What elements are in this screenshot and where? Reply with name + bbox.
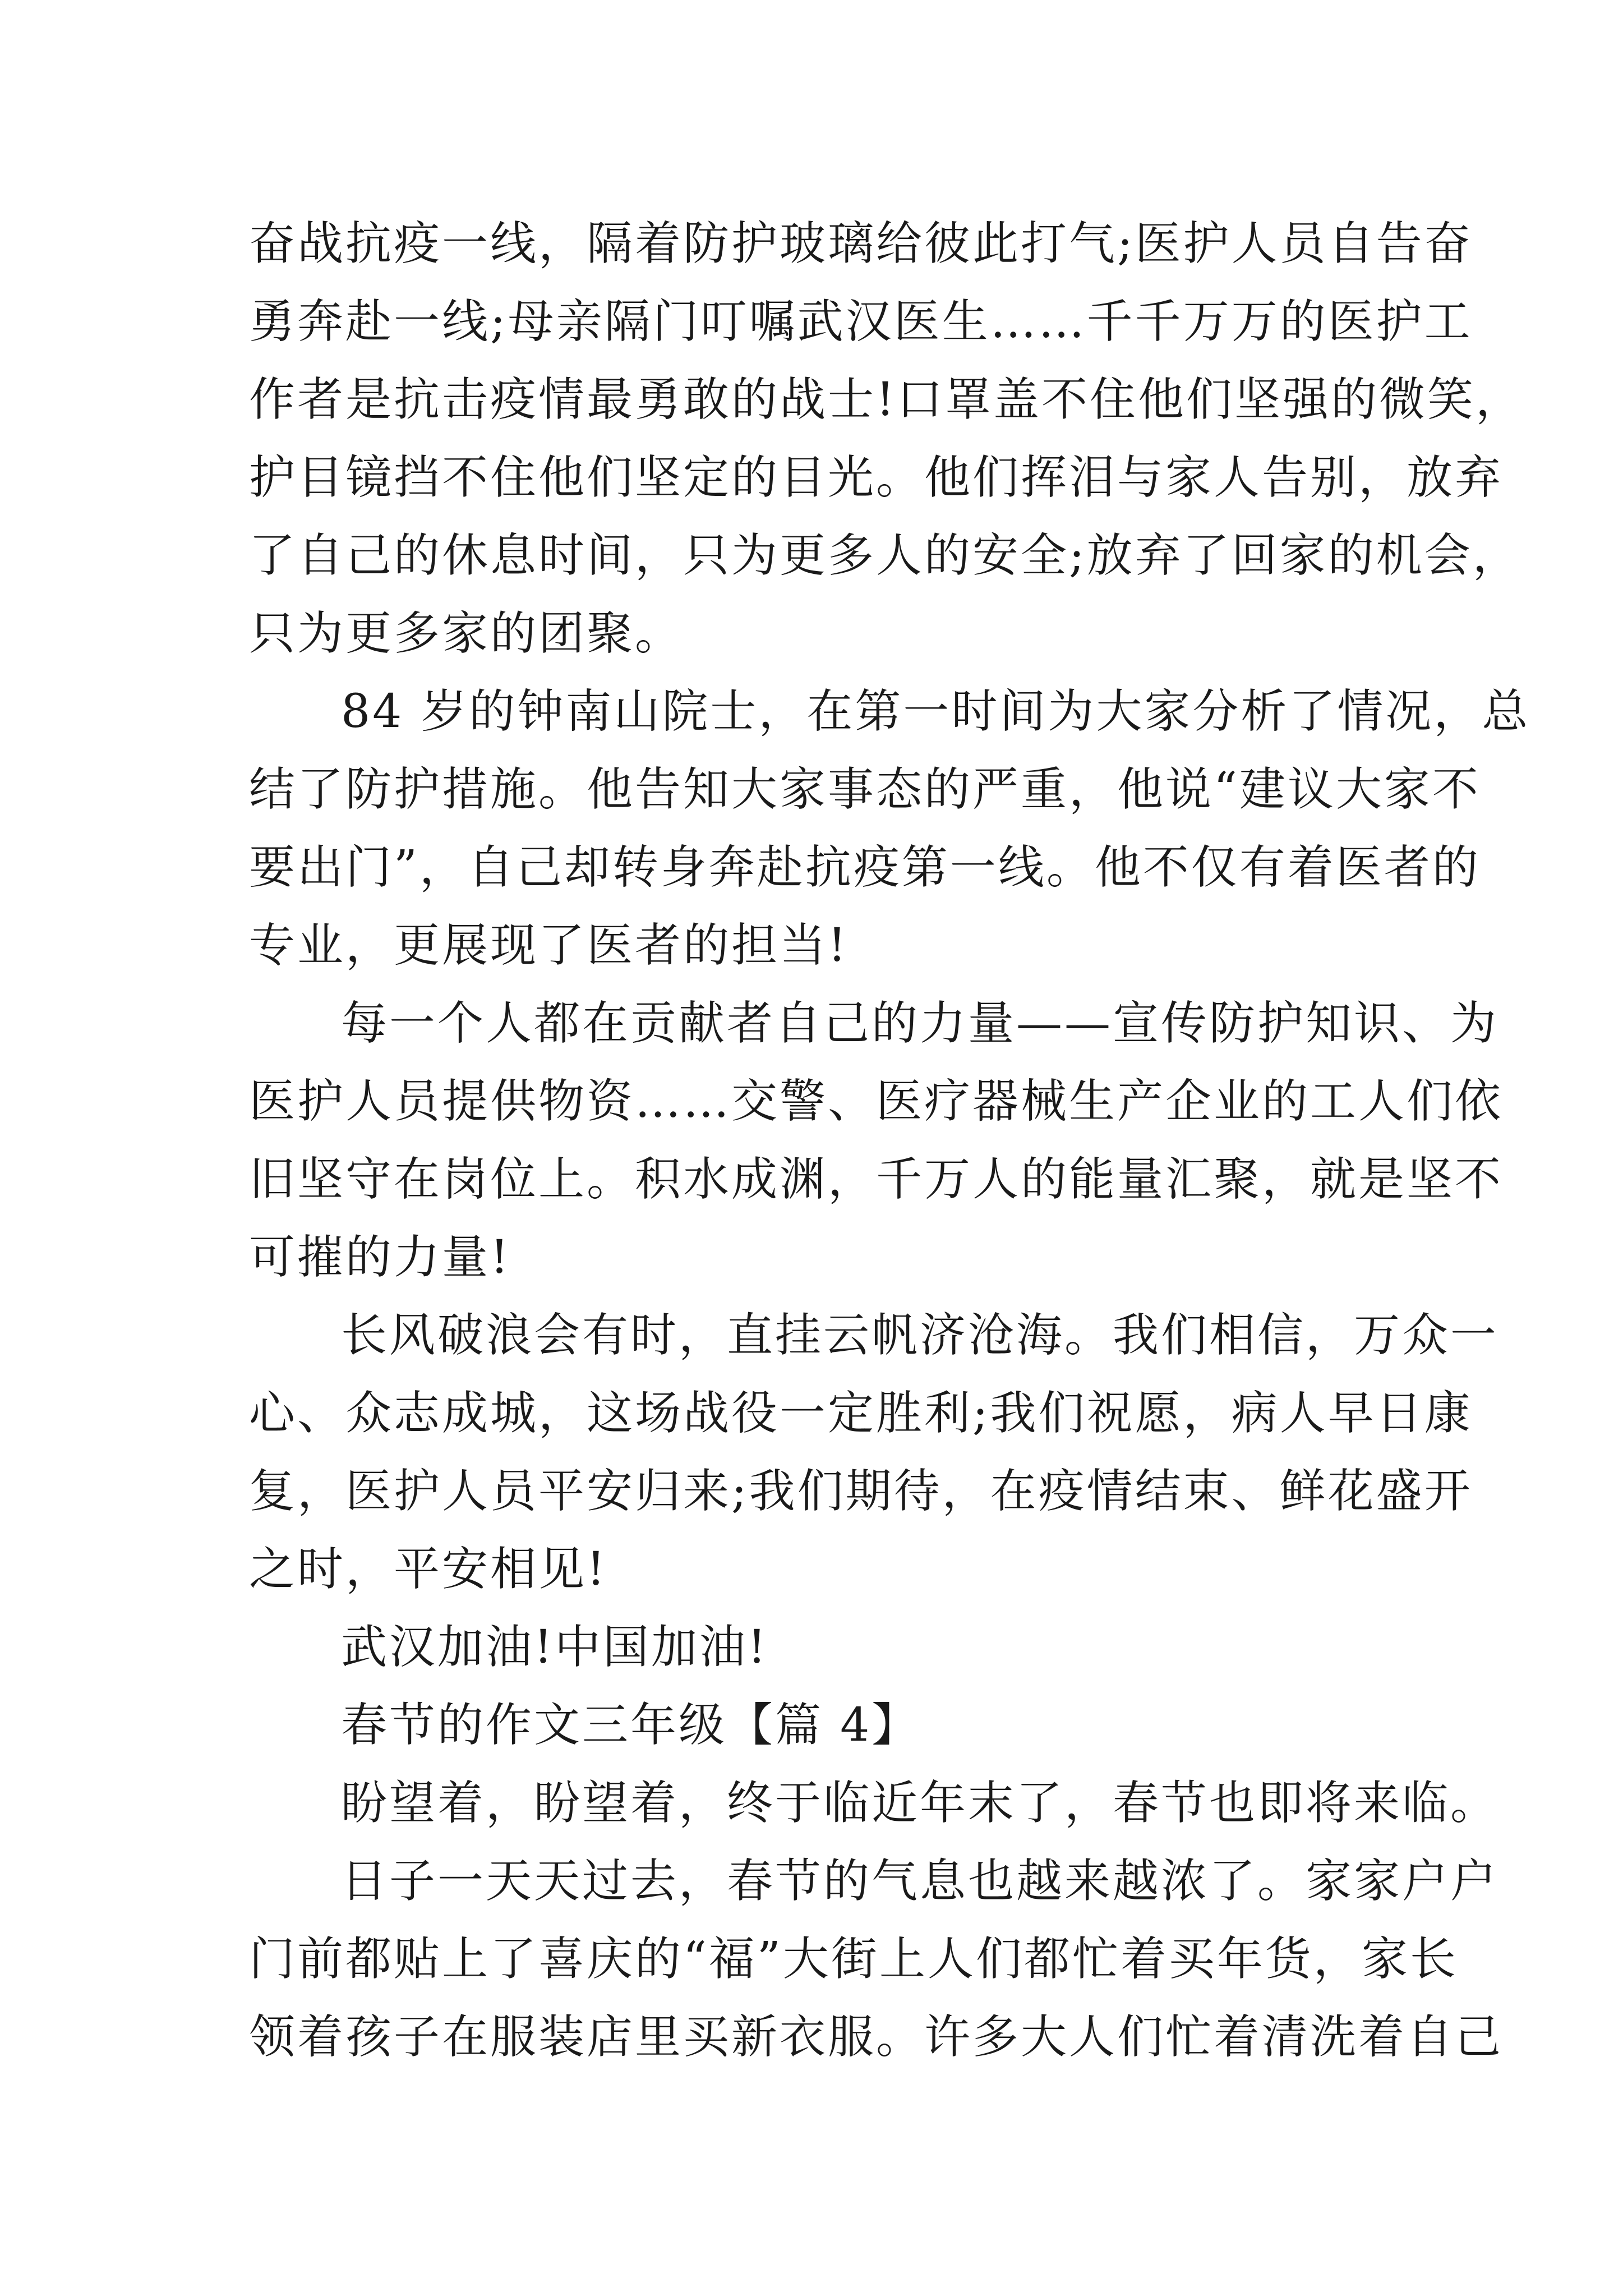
paragraph-first-line: 长风破浪会有时，直挂云帆济沧海。我们相信，万众一 — [341, 1309, 1499, 1362]
text-line: 心、众志成城，这场战役一定胜利;我们祝愿，病人早日康 — [249, 1387, 1473, 1440]
document-page — [249, 205, 1530, 2076]
text-line: 奋战抗疫一线，隔着防护玻璃给彼此打气;医护人员自告奋 — [249, 217, 1473, 270]
section-heading: 春节的作文三年级【篇 4】 — [341, 1699, 920, 1752]
paragraph-first-line: 每一个人都在贡献者自己的力量——宣传防护知识、为 — [341, 997, 1499, 1050]
text-line: 门前都贴上了喜庆的“福”大街上人们都忙着买年货，家长 — [249, 1932, 1458, 1986]
text-line: 只为更多家的团聚。 — [249, 607, 684, 660]
text-line: 复，医护人员平安归来;我们期待，在疫情结束、鲜花盛开 — [249, 1465, 1473, 1518]
text-line: 护目镜挡不住他们坚定的目光。他们挥泪与家人告别，放弃 — [249, 451, 1504, 504]
text-line: 了自己的休息时间，只为更多人的安全;放弃了回家的机会， — [249, 529, 1521, 582]
text-line: 勇奔赴一线;母亲隔门叮嘱武汉医生……千千万万的医护工 — [249, 295, 1473, 348]
text-line: 旧坚守在岗位上。积水成渊，千万人的能量汇聚，就是坚不 — [249, 1153, 1504, 1206]
paragraph-first-line: 武汉加油!中国加油! — [341, 1621, 768, 1674]
paragraph-first-line: 盼望着，盼望着，终于临近年末了，春节也即将来临。 — [341, 1777, 1499, 1830]
text-line: 作者是抗击疫情最勇敢的战士!口罩盖不住他们坚强的微笑， — [249, 373, 1524, 426]
paragraph-first-line: 日子一天天过去，春节的气息也越来越浓了。家家户户 — [341, 1855, 1499, 1908]
paragraph-first-line: 84 岁的钟南山院士，在第一时间为大家分析了情况，总 — [341, 685, 1530, 738]
text-line: 专业，更展现了医者的担当! — [249, 919, 849, 972]
text-line: 医护人员提供物资……交警、医疗器械生产企业的工人们依 — [249, 1075, 1504, 1128]
text-line: 可摧的力量! — [249, 1231, 511, 1284]
text-line: 结了防护措施。他告知大家事态的严重，他说“建议大家不 — [249, 763, 1481, 816]
text-line: 领着孩子在服装店里买新衣服。许多大人们忙着清洗着自己 — [249, 2010, 1504, 2064]
text-line: 要出门”，自己却转身奔赴抗疫第一线。他不仅有着医者的 — [249, 841, 1481, 894]
text-line: 之时，平安相见! — [249, 1543, 607, 1596]
